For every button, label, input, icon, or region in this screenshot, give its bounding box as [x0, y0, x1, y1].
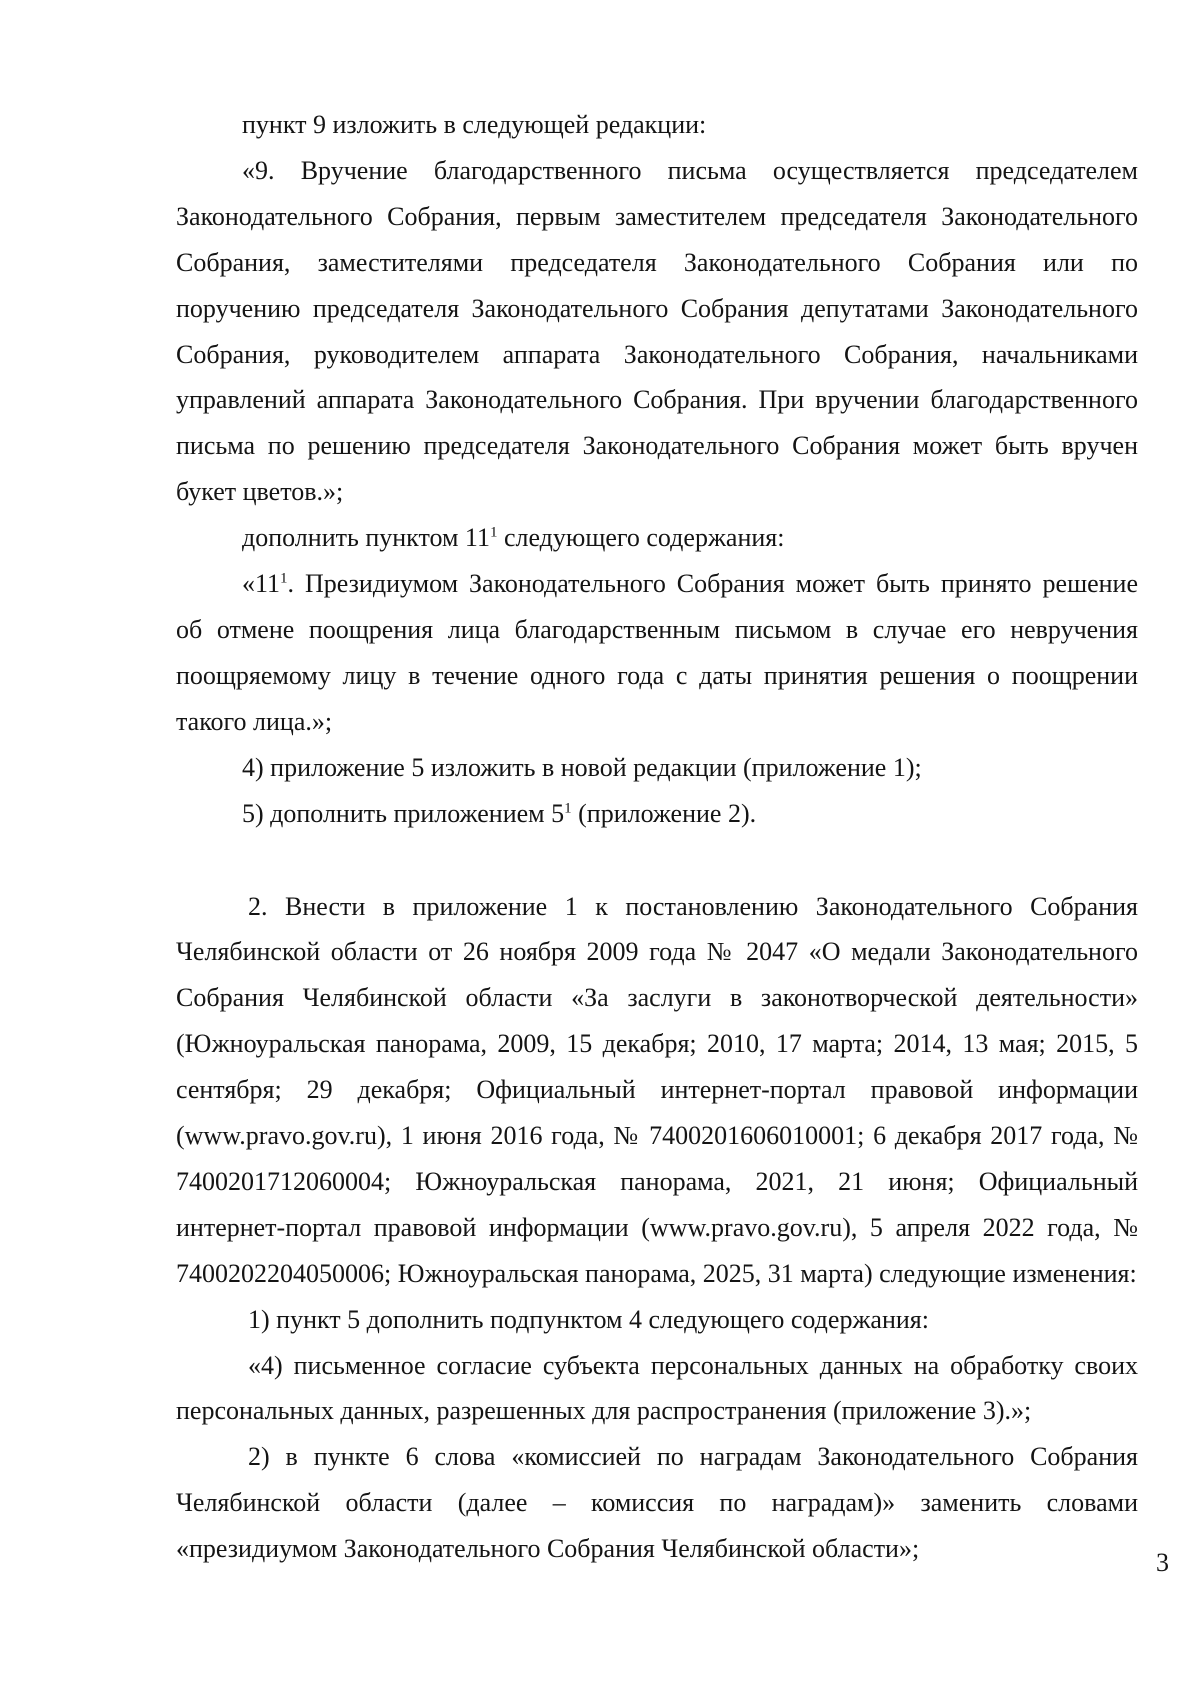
paragraph-9: «4) письменное согласие субъекта персональных данных на обработку своих персональных данных, разрешенных для распространения (приложение 3).»;: [176, 1350, 1138, 1426]
superscript: 1: [564, 799, 572, 816]
paragraph-5: 4) приложение 5 изложить в новой редакции (приложение 1);: [242, 752, 922, 782]
paragraph-10: 2) в пункте 6 слова «комиссией по наградам Законодательного Собрания Челябинской области (далее – комиссия по наградам)» заменить словами «президиумом Законодательного Собрания Челябинской области»;: [176, 1442, 1138, 1564]
paragraph-3-text-end: следующего содержания:: [497, 523, 785, 553]
paragraph-6-text: 5) дополнить приложением 5: [242, 798, 565, 828]
paragraph-3-text: дополнить пунктом 11: [242, 523, 490, 553]
paragraph-4-text: «11: [242, 569, 281, 599]
paragraph-8: 1) пункт 5 дополнить подпунктом 4 следующего содержания:: [248, 1304, 929, 1334]
superscript: 1: [489, 524, 498, 541]
superscript: 1: [280, 570, 288, 587]
paragraph-6: [176, 791, 1138, 837]
document-body: [176, 102, 1138, 1572]
paragraph-4: [176, 561, 1138, 745]
paragraph-6-text-end: (приложение 2).: [571, 798, 757, 828]
paragraph-2: «9. Вручение благодарственного письма осуществляется председателем Законодательного Собрания, первым заместителем председателя Законодательного Собрания, заместителями председателя Законодательного Собрания или по поручению председателя Законодательного Собрания депутатами Законодательного Собрания, руководителем аппарата Законодательного Собрания, начальниками управлений аппарата Законодательного Собрания. При вручении благодарственного письма по решению председателя Законодательного Собрания может быть вручен букет цветов.»;: [176, 155, 1138, 507]
paragraph-7: 2. Внести в приложение 1 к постановлению Законодательного Собрания Челябинской области от 26 ноября 2009 года № 2047 «О медали Законодательного Собрания Челябинской области «За заслуги в законотворческой деятельности» (Южноуральская панорама, 2009, 15 декабря; 2010, 17 марта; 2014, 13 мая; 2015, 5 сентября; 29 декабря; Официальный интернет-портал правовой информации (www.pravo.gov.ru), 1 июня 2016 года, № 7400201606010001; 6 декабря 2017 года, № 7400201712060004; Южноуральская панорама, 2021, 21 июня; Официальный интернет-портал правовой информации (www.pravo.gov.ru), 5 апреля 2022 года, № 7400202204050006; Южноуральская панорама, 2025, 31 марта) следующие изменения:: [176, 891, 1138, 1288]
paragraph-4-text-end: . Президиумом Законодательного Собрания может быть принято решение об отмене поощрения лица благодарственным письмом в случае его невручения поощряемому лицу в течение одного года с даты принятия решения о поощрении такого лица.»;: [176, 569, 1138, 736]
paragraph-3: [176, 515, 1138, 561]
paragraph-1: пункт 9 изложить в следующей редакции:: [242, 110, 707, 139]
section-gap: [176, 837, 1138, 884]
page-number: 3: [1156, 1548, 1169, 1577]
